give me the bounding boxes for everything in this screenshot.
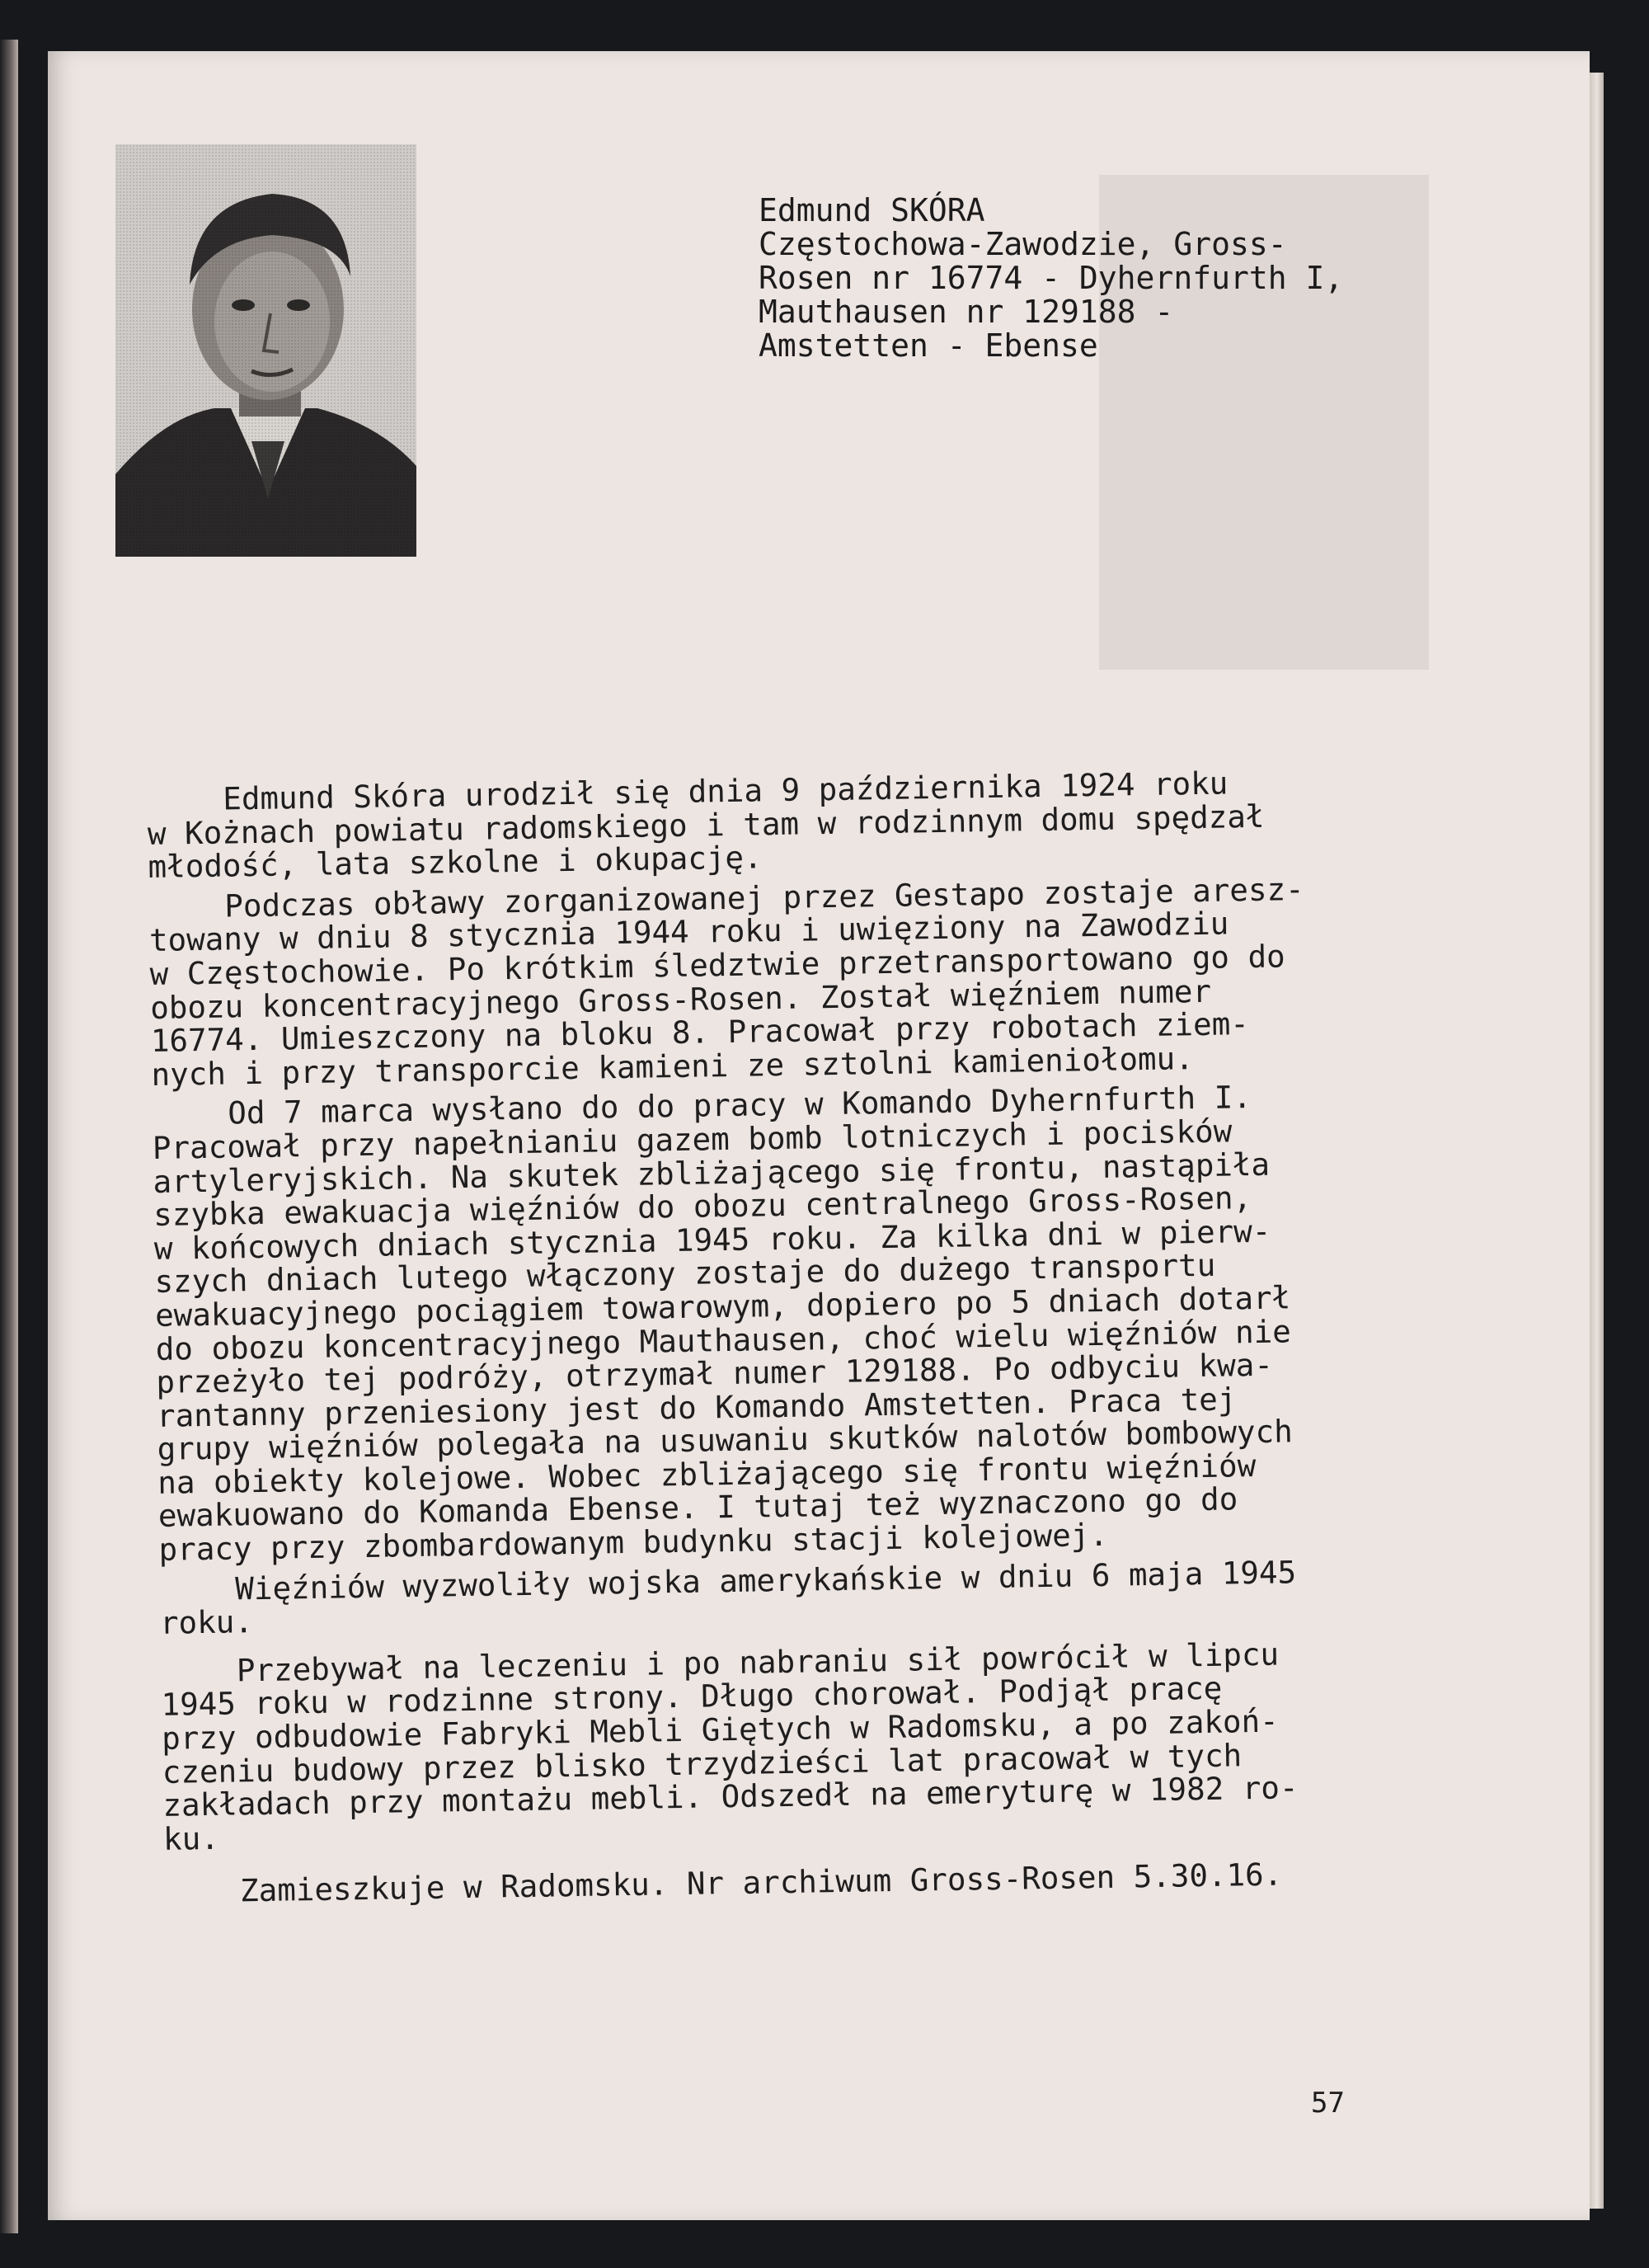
paragraph: Edmund Skóra urodził się dnia 9 października 1924 roku w Kożnach powiatu radomskiego i tam w rodzinnym domu spędzał młodość, lata szkolne i okupację. [147, 765, 1265, 886]
page-number: 57 [1311, 2087, 1345, 2120]
portrait-photo [115, 144, 416, 557]
paragraph: Więźniów wyzwoliły wojska amerykańskie w dniu 6 maja 1945 roku. [159, 1553, 1297, 1642]
biography-text [147, 765, 1368, 1916]
paragraph: Przebywał na leczeniu i po nabraniu sił powrócił w lipcu 1945 roku w rodzinne strony. Długo chorował. Podjął pracę przy odbudowie Fabryki Mebli Giętych w Radomsku, a po zakoń- czeniu budowy przez blisko trzydzieści lat pracował w tych zakładach przy montażu mebli. Odszedł na emeryturę w 1982 ro- ku. [161, 1635, 1299, 1857]
paragraph: Podczas obławy zorganizowanej przez Gestapo zostaje aresz- towany w dniu 8 stycznia 1944 roku i uwięziony na Zawodziu w Częstochowie. Po krótkim śledztwie przetransportowano go do obozu koncentracyjnego Gross-Rosen. Został więźniem numer 16774. Umieszczony na bloku 8. Pracował przy robotach ziem- nych i przy transporcie kamieni ze sztolni kamieniołomu. [148, 870, 1304, 1093]
person-name: Edmund SKÓRA [759, 192, 985, 228]
person-detail-line: Częstochowa-Zawodzie, Gross- [759, 226, 1287, 262]
paragraph: Od 7 marca wysłano do do pracy w Komando Dyhernfurth I. Pracował przy napełnianiu gazem bomb lotniczych i pocisków artyleryjskich. Na skutek zbliżającego się frontu, nastąpiła szybka ewakuacja więźniów do obozu centralnego Gross-Rosen, w końcowych dniach stycznia 1945 roku. Za kilka dni w pierw- szych dniach lutego włączony zostaje do dużego transportu ewakuacyjnego pociągiem towarowym, dopiero po 5 dniach dotarł do obozu koncentracyjnego Mauthausen, choć wielu więźniów nie przeżyło tej podróży, otrzymał numer 129188. Po odbyciu kwa- rantanny przeniesiony jest do Komando Amstetten. Praca tej grupy więźniów polegała na usuwaniu skutków nalotów bombowych na obiekty kolejowe. Wobec zbliżającego się frontu więźniów ewakuowano do Komanda Ebense. I tutaj też wyznaczono go do pracy przy zbombardowanym budynku stacji kolejowej. [152, 1079, 1294, 1568]
portrait-photo-icon [115, 144, 416, 557]
person-header [759, 194, 1418, 363]
person-detail-line: Rosen nr 16774 - Dyhernfurth I, [759, 260, 1344, 296]
person-detail-line: Mauthausen nr 129188 - [759, 294, 1174, 330]
book-spine-shadow [0, 40, 18, 2233]
paragraph: Zamieszkuje w Radomsku. Nr archiwum Gross-Rosen 5.30.16. [239, 1856, 1283, 1909]
person-detail-line: Amstetten - Ebense [759, 327, 1098, 364]
